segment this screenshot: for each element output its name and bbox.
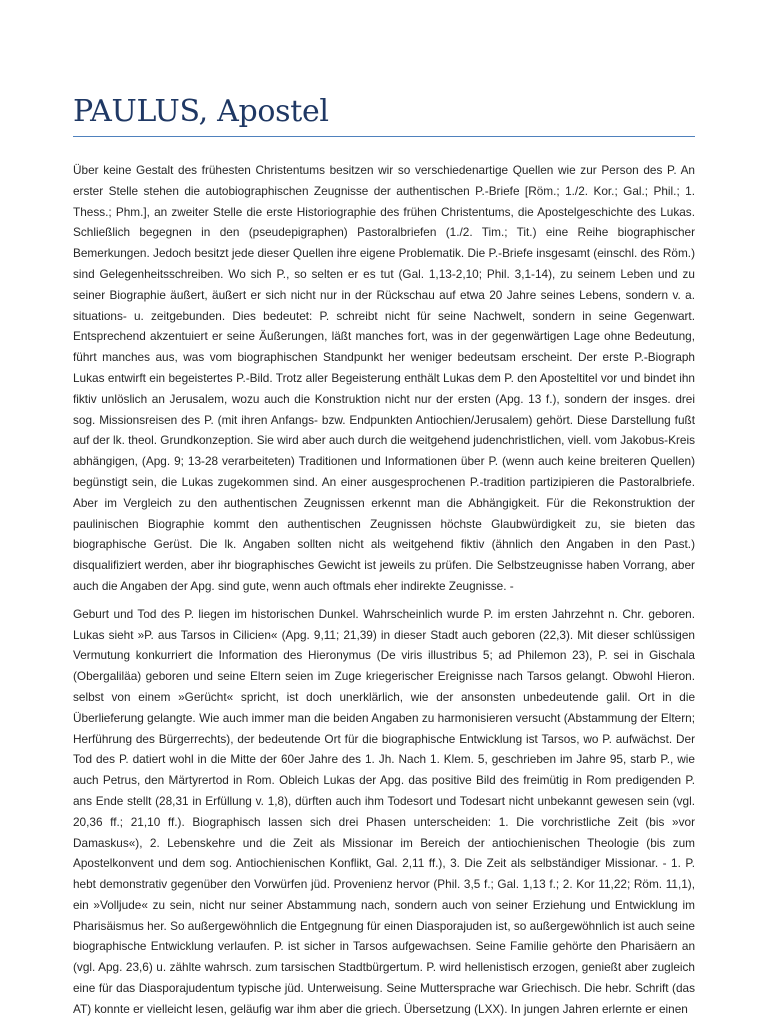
document-title: PAULUS, Apostel bbox=[73, 94, 329, 129]
document-body bbox=[73, 160, 695, 1024]
paragraph-birth-death: Geburt und Tod des P. liegen im historischen Dunkel. Wahrscheinlich wurde P. im ersten Jahrzehnt n. Chr. geboren. Lukas sieht »P. aus Tarsos in Cilicien« (Apg. 9,11; 21,39) in dieser Stadt auch geboren (22,3). Mit dieser schlüssigen Vermutung konkurriert die Information des Hieronymus (De viris illustribus 5; ad Philemon 23), P. sei in Gischala (Obergaliläa) geboren und seine Eltern seien im Zuge kriegerischer Ereignisse nach Tarsos gelangt. Obwohl Hieron. selbst von einem »Gerücht« spricht, ist doch unerklärlich, wie der ansonsten unbedeutende galil. Ort in die Überlieferung gelangte. Wie auch immer man die beiden Angaben zu harmonisieren versucht (Abstammung der Eltern; Herführung des Bürgerrechts), der bedeutende Ort für die biographische Entwicklung ist Tarsos, wo P. aufwächst. Der Tod des P. datiert wohl in die Mitte der 60er Jahre des 1. Jh. Nach 1. Klem. 5, geschrieben im Jahre 95, starb P., wie auch Petrus, den Märtyrertod in Rom. Obleich Lukas der Apg. das positive Bild des freimütig in Rom predigenden P. ans Ende stellt (28,31 in Erfüllung v. 1,8), dürften auch ihm Todesort und Todesart nicht unbekannt gewesen sein (vgl. 20,36 ff.; 21,10 ff.). Biographisch lassen sich drei Phasen unterscheiden: 1. Die vorchristliche Zeit (bis »vor Damaskus«), 2. Lebenskehre und die Zeit als Missionar im Bereich der antiochienischen Theologie (bis zum Apostelkonvent und dem sog. Antiochienischen Konflikt, Gal. 2,11 ff.), 3. Die Zeit als selbständiger Missionar. - 1. P. hebt demonstrativ gegenüber den Vorwürfen jüd. Provenienz hervor (Phil. 3,5 f.; Gal. 1,13 f.; 2. Kor 11,22; Röm. 11,1), ein »Volljude« zu sein, nicht nur seiner Abstammung nach, sondern auch von seiner Erziehung und Entwicklung im Pharisäismus her. So außergewöhnlich die Entgegnung für einen Diasporajuden ist, so außergewöhnlich ist auch seine biographische Entwicklung verlaufen. P. ist sicher in Tarsos aufgewachsen. Seine Familie gehörte den Pharisäern an (vgl. Apg. 23,6) u. zählte wahrsch. zum tarsischen Stadtbürgertum. P. wird hellenistisch erzogen, genießt aber zugleich eine für das Diasporajudentum typische jüd. Unterweisung. Seine Muttersprache war Griechisch. Die hebr. Schrift (das AT) konnte er vielleicht lesen, geläufig war ihm aber die griech. Übersetzung (LXX). In jungen Jahren erlernte er einen bbox=[73, 606, 695, 1016]
paragraph-intro-sources: Über keine Gestalt des frühesten Christentums besitzen wir so verschiedenartige Quellen wie zur Person des P. An erster Stelle stehen die autobiographischen Zeugnisse der authentischen P.-Briefe [Röm.; 1./2. Kor.; Gal.; Phil.; 1. Thess.; Phm.], an zweiter Stelle die erste Historiographie des frühen Christentums, die Apostelgeschichte des Lukas. Schließlich begegnen in den (pseudepigraphen) Pastoralbriefen (1./2. Tim.; Tit.) eine Reihe biographischer Bemerkungen. Jedoch besitzt jede dieser Quellen ihre eigene Problematik. Die P.-Briefe insgesamt (einschl. des Röm.) sind Gelegenheitsschreiben. Wo sich P., so selten er es tut (Gal. 1,13-2,10; Phil. 3,1-14), zu seinem Leben und zu seiner Biographie äußert, äußert er sich nicht nur in der Rückschau auf etwa 20 Jahre seines Lebens, sondern v. a. situations- u. zeitgebunden. Dies bedeutet: P. schreibt nicht für seine Nachwelt, sondern in seine Gegenwart. Entsprechend akzentuiert er seine Äußerungen, läßt manches fort, was in der gegenwärtigen Lage ohne Bedeutung, führt manches aus, was vom biographischen Standpunkt her weniger bedeutsam erscheint. Der erste P.-Biograph Lukas entwirft ein begeistertes P.-Bild. Trotz aller Begeisterung enthält Lukas dem P. den Aposteltitel vor und bindet ihn fiktiv unlöslich an Jerusalem, wozu auch die Konstruktion nicht nur der ersten (Apg. 13 f.), sondern der insges. drei sog. Missionsreisen des P. (mit ihren Anfangs- bzw. Endpunkten Antiochien/Jerusalem) gehört. Diese Darstellung fußt auf der lk. theol. Grundkonzeption. Sie wird aber auch durch die weitgehend judenchristlichen, viell. vom Jakobus-Kreis abhängigen, (Apg. 9; 13-28 verarbeiteten) Traditionen und Informationen über P. (wenn auch keine breiteren Quellen) begünstigt sein, die Lukas zugekommen sind. An einer ausgesprochenen P.-tradition partizipieren die Pastoralbriefe. Aber im Vergleich zu den authentischen Zeugnissen erkennt man die Abhängigkeit. Für die Rekonstruktion der paulinischen Biographie kommt den authentischen Zeugnissen höchste Glaubwürdigkeit zu, sie bieten das biographische Gerüst. Die lk. Angaben sollten nicht als weitgehend fiktiv (ähnlich den Angaben in den Past.) disqualifiziert werden, aber ihr biographisches Gewicht ist jeweils zu prüfen. Die Selbstzeugnisse haben Vorrang, aber auch die Angaben der Apg. sind gute, wenn auch oftmals eher indirekte Zeugnisse. - bbox=[73, 163, 695, 593]
title-underline bbox=[73, 136, 695, 137]
document-page bbox=[73, 0, 695, 1024]
